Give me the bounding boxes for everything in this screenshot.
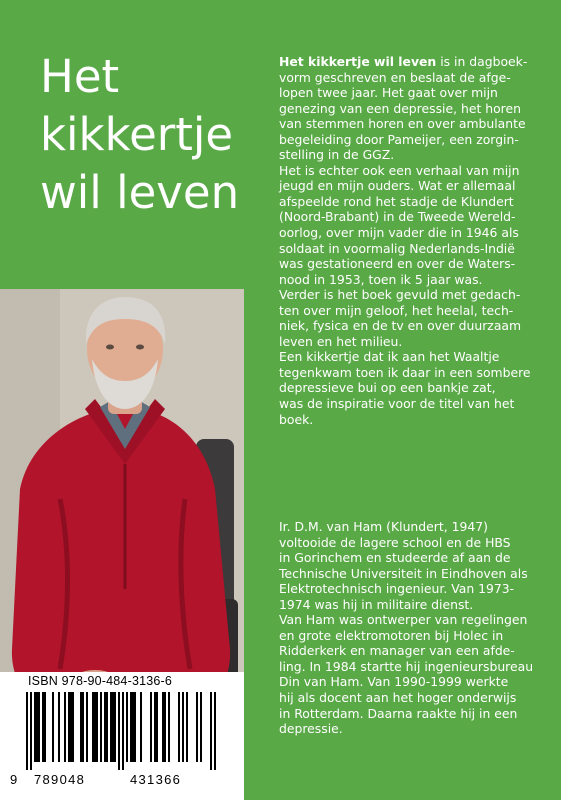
barcode-bar	[162, 692, 164, 762]
barcode-bar	[58, 692, 60, 762]
barcode-bar	[114, 692, 116, 762]
barcode-guard-bar	[210, 692, 212, 770]
barcode-bar	[106, 692, 108, 762]
barcode-bar	[154, 692, 156, 762]
blurb-line-16: ten over mijn geloof, het heelal, tech-	[279, 302, 514, 318]
ean13-barcode	[8, 692, 236, 772]
bio-line-4: Elektrotechnisch ingenieur. Van 1973-	[279, 581, 515, 597]
isbn-label: ISBN 978-90-484-3136-6	[28, 674, 173, 688]
barcode-bar	[156, 692, 158, 762]
barcode-bar	[110, 692, 112, 762]
bio-line-0: Ir. D.M. van Ham (Klundert, 1947)	[279, 519, 488, 534]
bio-line-11: hij als docent aan het hoger onderwijs	[279, 690, 517, 706]
barcode-guard-bar	[122, 692, 124, 770]
bio-line-10: Din van Ham. Van 1990-1999 werkte	[279, 674, 509, 690]
blurb-text	[279, 54, 547, 427]
barcode-bar	[38, 692, 40, 762]
barcode-bar	[140, 692, 142, 762]
barcode-bar	[112, 692, 114, 762]
blurb-line-21: depressieve bui op een bankje zat,	[279, 380, 496, 396]
blurb-line-18: leven en het milieu.	[279, 333, 403, 349]
barcode-bar	[132, 692, 134, 762]
bio-line-3: Technische Universiteit in Eindhoven als	[279, 565, 528, 581]
barcode-bar	[94, 692, 96, 762]
blurb-line-14: nood in 1953, toen ik 5 jaar was.	[279, 271, 483, 287]
bio-line-6: Van Ham was ontwerper van regelingen	[279, 612, 528, 628]
barcode-bar	[86, 692, 88, 762]
barcode-bar	[80, 692, 82, 762]
bio-line-7: en grote elektromotoren bij Holec in	[279, 627, 504, 643]
blurb-line-1: vorm geschreven en beslaat de afge-	[279, 69, 511, 85]
barcode-guard-bar	[26, 692, 28, 770]
barcode-bar	[168, 692, 170, 762]
barcode-bar	[126, 692, 128, 762]
barcode-bar	[134, 692, 136, 762]
blurb-line-6: stelling in de GGZ.	[279, 147, 395, 163]
barcode-digits-left: 789048	[34, 772, 86, 787]
barcode-digit-first: 9	[10, 772, 19, 787]
bio-line-13: depressie.	[279, 721, 343, 737]
barcode-guard-bar	[30, 692, 32, 770]
barcode-bar	[34, 692, 36, 762]
barcode-bar	[178, 692, 180, 762]
blurb-line-3: genezing van een depressie, het horen	[279, 100, 521, 116]
barcode-bar	[182, 692, 184, 762]
barcode-bar	[42, 692, 44, 762]
title-line-3: wil leven	[40, 166, 240, 219]
barcode-digits-right: 431366	[130, 772, 182, 787]
barcode-bar	[70, 692, 72, 762]
blurb-line-0: is in dagboek-	[436, 54, 528, 69]
barcode-bar	[196, 692, 198, 762]
barcode-bar	[44, 692, 46, 762]
blurb-lead-bold: Het kikkertje wil leven	[279, 54, 437, 69]
blurb-line-11: oorlog, over mijn vader die in 1946 als	[279, 225, 519, 241]
barcode-bar	[92, 692, 94, 762]
blurb-line	[279, 54, 547, 70]
barcode-bar	[100, 692, 102, 762]
barcode-bar	[82, 692, 84, 762]
title-line-2: kikkertje	[40, 108, 234, 161]
barcode-bar	[150, 692, 152, 762]
blurb-line-4: van stemmen horen en over ambulante	[279, 116, 526, 132]
blurb-line-8: jeugd en mijn ouders. Wat er allemaal	[279, 178, 516, 194]
blurb-line-19: Een kikkertje dat ik aan het Waaltje	[279, 349, 500, 365]
barcode-bar	[64, 692, 66, 762]
blurb-line-20: tegenkwam toen ik daar in een sombere	[279, 364, 531, 380]
barcode-bar	[164, 692, 166, 762]
barcode-bar	[36, 692, 38, 762]
blurb-line-2: lopen twee jaar. Het gaat over mijn	[279, 85, 498, 101]
barcode-guard-bar	[214, 692, 216, 770]
blurb-line-15: Verder is het boek gevuld met gedach-	[279, 287, 521, 303]
barcode-guard-bar	[118, 692, 120, 770]
blurb-line-9: afspeelde rond het stadje de Klundert	[279, 193, 514, 209]
blurb-line-10: (Noord-Brabant) in de Tweede Wereld-	[279, 209, 516, 225]
blurb-line-22: was de inspiratie voor de titel van het	[279, 396, 515, 412]
bio-line-8: Ridderkerk en manager van een afde-	[279, 643, 515, 659]
barcode-bar	[104, 692, 106, 762]
bio-line-1: voltooide de lagere school en de HBS	[279, 534, 511, 550]
barcode-bar	[68, 692, 70, 762]
barcode-bar	[96, 692, 98, 762]
blurb-line-23: boek.	[279, 411, 314, 427]
barcode-bar	[200, 692, 202, 762]
blurb-line-7: Het is echter ook een verhaal van mijn	[279, 162, 520, 178]
barcode-bar	[130, 692, 132, 762]
blurb-line-12: soldaat in voormalig Nederlands-Indië	[279, 240, 515, 256]
book-title	[40, 48, 265, 222]
barcode-bar	[72, 692, 74, 762]
bio-line-2: in Gorinchem en studeerde af aan de	[279, 550, 511, 566]
bio-line-9: ling. In 1984 startte hij ingenieursbureau	[279, 658, 534, 674]
bio-line-5: 1974 was hij in militaire dienst.	[279, 596, 474, 612]
blurb-line-13: was gestationeerd en over de Waters-	[279, 256, 516, 272]
barcode-bar	[52, 692, 54, 762]
author-bio	[279, 519, 547, 737]
blurb-line-5: begeleiding door Pameijer, een zorgin-	[279, 131, 519, 147]
blurb-line-17: niek, fysica en de tv en over duurzaam	[279, 318, 522, 334]
barcode-bar	[186, 692, 188, 762]
bio-line-12: in Rotterdam. Daarna raakte hij in een	[279, 705, 518, 721]
title-line-1: Het	[40, 50, 120, 103]
